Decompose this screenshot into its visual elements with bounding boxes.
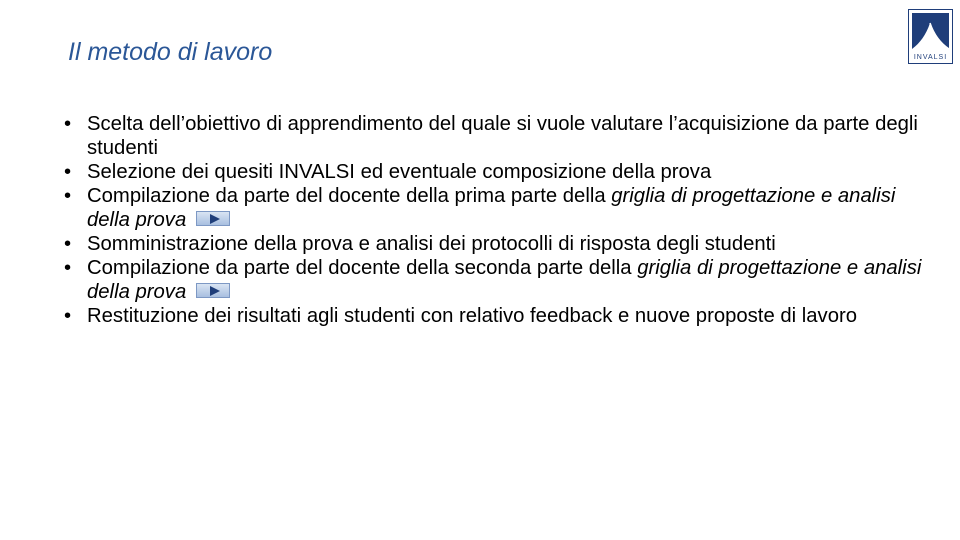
logo-text: INVALSI	[913, 54, 948, 61]
bullet-text: Selezione dei quesiti INVALSI ed eventuale composizione della prova	[87, 161, 712, 183]
invalsi-logo	[908, 9, 953, 64]
bullet-text: Restituzione dei risultati agli studenti con relativo feedback e nuove proposte di lavoro	[87, 305, 858, 327]
bullet-list	[70, 112, 930, 328]
bullet-italic-text: griglia di progettazione e analisi della prova	[87, 257, 922, 303]
bullet-text: Somministrazione della prova e analisi dei protocolli di risposta degli studenti	[87, 233, 776, 255]
bullet-item	[70, 232, 930, 256]
slide-title: Il metodo di lavoro	[68, 38, 273, 66]
bullet-text: Compilazione da parte del docente della seconda parte della	[87, 257, 638, 279]
bullet-text: Scelta dell’obiettivo di apprendimento del quale si vuole valutare l’acquisizione da parte degli studenti	[87, 113, 918, 159]
bullet-item	[70, 184, 930, 232]
bullet-italic-text: griglia di progettazione e analisi della prova	[87, 185, 896, 231]
bullet-text: Compilazione da parte del docente della prima parte della	[87, 185, 612, 207]
play-icon[interactable]	[196, 211, 230, 226]
play-icon[interactable]	[196, 283, 230, 298]
bullet-item	[70, 112, 930, 160]
bullet-item	[70, 160, 930, 184]
bullet-item	[70, 256, 930, 304]
bullet-item	[70, 304, 930, 328]
